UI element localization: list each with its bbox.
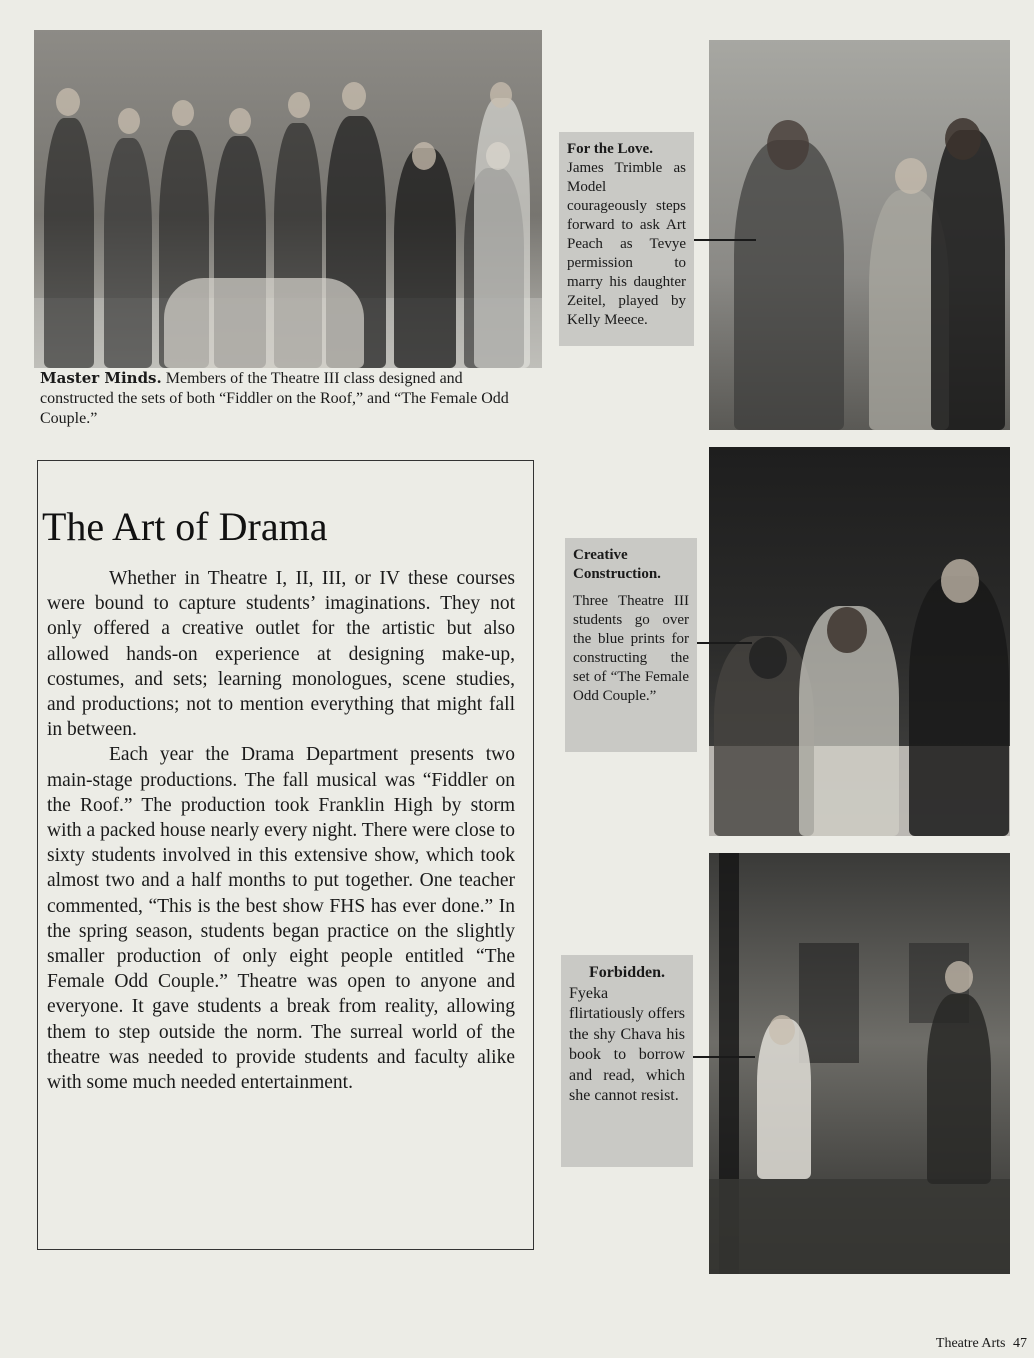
footer-section-name: Theatre Arts <box>935 1336 1006 1351</box>
forbidden-photo <box>709 853 1010 1274</box>
article-title: The Art of Drama <box>42 504 328 549</box>
class-group-caption <box>40 368 540 429</box>
forbidden-caption-title: Forbidden. <box>588 964 665 981</box>
creative-construction-caption-title: Creative Construction. <box>573 547 661 582</box>
for-the-love-caption-text: James Trimble as Model courageously steps forward to ask Art Peach as Tevye permission to marry his daughter Zeitel, played by Kelly Meece. <box>567 160 686 328</box>
for-the-love-leader-line <box>694 239 756 241</box>
footer-page-number: 47 <box>1013 1336 1027 1351</box>
article-paragraph: Whether in Theatre I, II, III, or IV these courses were bound to capture students’ imaginations. They not only offered a creative outlet for the artistic but also allowed hands-on experience at designing make-up, costumes, and sets; learning monologues, scene studies, and productions; not to mention everything that might fall in between. <box>47 568 515 741</box>
for-the-love-caption-title: For the Love. <box>567 141 653 157</box>
for-the-love-photo <box>709 40 1010 430</box>
for-the-love-caption <box>559 132 694 346</box>
class-group-photo <box>34 30 542 368</box>
forbidden-leader-line <box>693 1056 755 1058</box>
article-paragraph: Each year the Drama Department presents two main-stage productions. The fall musical was “Fiddler on the Roof.” The production took Franklin High by storm with a packed house nearly every night. There were close to sixty students involved in this extensive show, which took almost two and a half months to put together. One teacher commented, “This is the best show FHS has ever done.” In the spring season, students began practice on the slightly smaller production of only eight people entitled “The Female Odd Couple.” Theatre was open to anyone and everyone. It gave students a break from reality, allowing them to step outside the norm. The surreal world of the theatre was needed to provide students and faculty alike with some much needed entertainment. <box>47 744 515 1094</box>
class-group-caption-text: Members of the Theatre III class designed and constructed the sets of both “Fiddler on the Roof,” and “The Female Odd Couple.” <box>40 370 509 427</box>
creative-construction-caption <box>565 538 697 752</box>
creative-construction-photo <box>709 447 1010 836</box>
creative-construction-leader-line <box>697 642 752 644</box>
page-footer <box>936 1336 1027 1352</box>
article-body <box>47 566 515 1095</box>
class-group-caption-title: Master Minds. <box>40 369 162 387</box>
forbidden-caption <box>561 955 693 1167</box>
creative-construction-caption-text: Three Theatre III students go over the blue prints for constructing the set of “The Female Odd Couple.” <box>573 593 689 704</box>
forbidden-caption-text: Fyeka flirtatiously offers the shy Chava his book to borrow and read, which she cannot resist. <box>569 984 685 1104</box>
